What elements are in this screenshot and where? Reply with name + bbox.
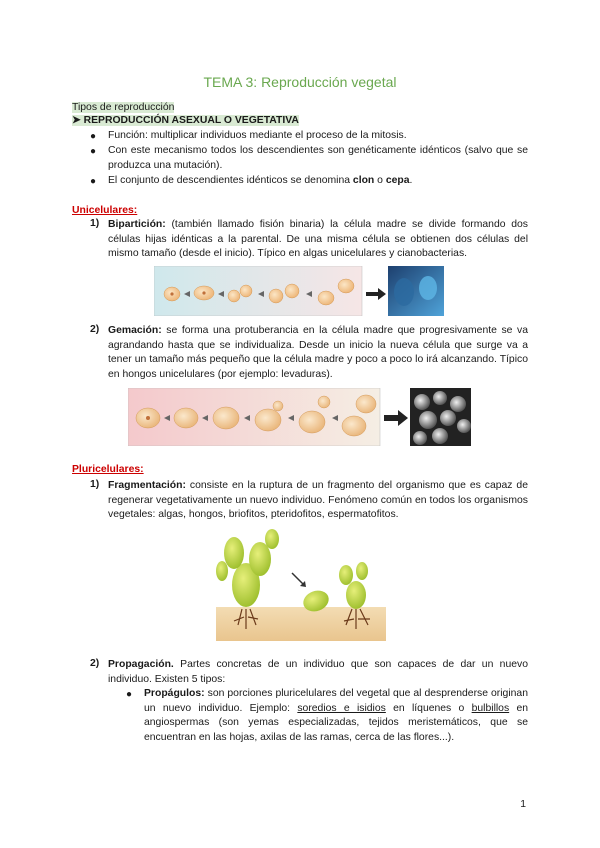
item-number: 1) [90,479,100,490]
subheading: ➤ REPRODUCCIÓN ASEXUAL O VEGETATIVA [72,115,299,126]
bullet-dot: ● [90,131,97,142]
intro-bullet-1: Función: multiplicar individuos mediante el proceso de la mitosis. [108,130,407,141]
intro-bullet-2: Con este mecanismo todos los descendientes son genéticamente idénticos (salvo que se produzca una mutación). [108,145,528,171]
section-heading: Tipos de reproducción [72,102,175,113]
pluricelulares-heading: Pluricelulares: [72,464,144,475]
budding-figure [128,388,471,446]
item-number: 2) [90,324,100,335]
intro-bullet-3: El conjunto de descendientes idénticos se denomina clon o cepa. [108,175,413,186]
page-number: 1 [520,799,526,810]
bullet-dot: ● [90,176,97,187]
propagacion-text: Propagación. Partes concretas de un individuo que son capaces de dar un nuevo individuo. Existen 5 tipos: [108,659,528,685]
biparticion-text: Bipartición: (también llamado fisión binaria) la célula madre se divide formando dos células hijas idénticas a la parental. De una misma célula se obtienen dos células del mismo tamaño (desde el inicio). Típico en algas unicelulares y cianobacterias. [108,219,528,260]
unicelulares-heading: Unicelulares: [72,205,138,216]
bullet-dot: ● [126,689,133,700]
bullet-dot: ● [90,146,97,157]
gemacion-text: Gemación: se forma una protuberancia en la célula madre que progresivamente se va agrandando hasta que se individualiza. Desde un inicio la nueva célula que surge va a tener un tamaño más pequeño que la célula madre y poco a poco lo irá alcanzando. Típico en hongos unicelulares (por ejemplo: levaduras). [108,325,528,380]
propagulos-text: Propágulos: son porciones pluricelulares del vegetal que al desprenderse originan un nuevo individuo. Ejemplo: soredios e isidios en líquenes o bulbillos en angiospermas (son yemas especializadas, tejidos meristemáticos, que se encuentran en las hojas, axilas de las ramas, cerca de las flores...). [144,688,528,743]
fragmentacion-text: Fragmentación: consiste en la ruptura de un fragmento del organismo que es capaz de regenerar vegetativamente un nuevo individuo. Fenómeno común en todos los organismos vegetales: algas, hongos, briofitos, pteridofitos, espermatofitos. [108,480,528,521]
cactus-fragmentation-figure [216,529,386,641]
item-number: 2) [90,658,100,669]
item-number: 1) [90,218,100,229]
page-title: TEMA 3: Reproducción vegetal [203,74,397,90]
binary-fission-figure [154,266,444,316]
